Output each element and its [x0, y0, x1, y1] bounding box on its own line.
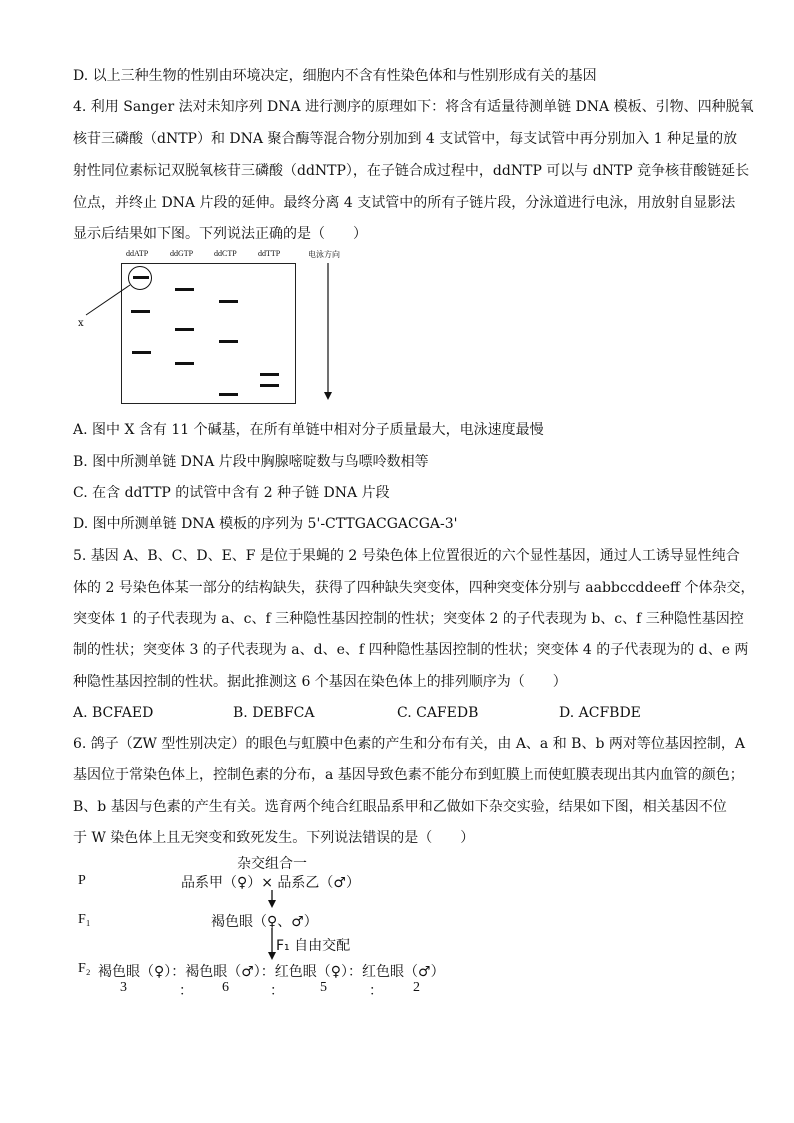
q4-stem-line-5: 显示后结果如下图。下列说法正确的是（ ）: [73, 226, 367, 242]
lane-label-ddttp: ddTTP: [258, 249, 281, 258]
q5-option-d: D. ACFBDE: [559, 705, 641, 721]
f2-phenotypes: 褐色眼（♀）：褐色眼（♂）：红色眼（♀）：红色眼（♂）: [98, 964, 445, 980]
x-label: x: [78, 318, 84, 329]
direction-label: 电泳方向: [308, 250, 340, 259]
q5-stem-line-3: 突变体 1 的子代表现为 a、c、f 三种隐性基因控制的性状；突变体 2 的子代表现为 b、c、f 三种隐性基因控: [73, 611, 744, 627]
f2-ratio-separator: ：: [270, 983, 284, 999]
q5-stem-line-5: 种隐性基因控制的性状。据此推测这 6 个基因在染色体上的排列顺序为（ ）: [73, 674, 567, 690]
q4-option-c: C. 在含 ddTTP 的试管中含有 2 种子链 DNA 片段: [73, 485, 390, 501]
q3-option-d: D. 以上三种生物的性别由环境决定，细胞内不含有性染色体和与性别形成有关的基因: [73, 68, 597, 84]
cross-title: 杂交组合一: [237, 856, 307, 872]
q4-stem-line-1: 4. 利用 Sanger 法对未知序列 DNA 进行测序的原理如下：将含有适量待测单链 DNA 模板、引物、四种脱氧: [73, 99, 754, 115]
q5-option-c: C. CAFEDB: [397, 705, 479, 721]
f2-ratio-value: 5: [320, 980, 327, 995]
q4-stem-line-2: 核苷三磷酸（dNTP）和 DNA 聚合酶等混合物分别加到 4 支试管中，每支试管中再分别加入 1 种足量的放: [73, 131, 738, 147]
q4-option-a: A. 图中 X 含有 11 个碱基，在所有单链中相对分子质量最大，电泳速度最慢: [73, 422, 544, 438]
q4-option-b: B. 图中所测单链 DNA 片段中胸腺嘧啶数与鸟嘌呤数相等: [73, 454, 429, 470]
f2-ratio-separator: ：: [179, 983, 193, 999]
f2-ratio-value: 6: [222, 980, 229, 995]
q5-stem-line-4: 制的性状；突变体 3 的子代表现为 a、d、e、f 四种隐性基因控制的性状；突变体 4 的子代表现为的 d、e 两: [73, 642, 749, 658]
q6-stem-line-2: 基因位于常染色体上，控制色素的分布，a 基因导致色素不能分布到虹膜上而使虹膜表现出其内血管的颜色；: [73, 767, 744, 783]
lane-label-ddgtp: ddGTP: [170, 249, 194, 258]
q6-stem-line-3: B、b 基因与色素的产生有关。选育两个纯合红眼品系甲和乙做如下杂交实验，结果如下图，相关基因不位: [73, 799, 727, 815]
p-to-f1-arrow-head: [268, 900, 276, 908]
f2-ratio-separator: ：: [369, 983, 383, 999]
p-label: P: [78, 873, 86, 888]
f2-ratio-value: 3: [120, 980, 127, 995]
f1-to-f2-arrow-head: [268, 952, 276, 960]
q4-option-d: D. 图中所测单链 DNA 模板的序列为 5'-CTTGACGACGA-3': [73, 516, 458, 532]
f1-self-cross: F₁ 自由交配: [276, 938, 351, 954]
q5-option-a: A. BCFAED: [73, 705, 154, 721]
q5-stem-line-1: 5. 基因 A、B、C、D、E、F 是位于果蝇的 2 号染色体上位置很近的六个显性基因，通过人工诱导显性纯合: [73, 548, 740, 564]
f1-phenotype: 褐色眼（♀、♂）: [211, 914, 318, 930]
lane-label-ddatp: ddATP: [126, 249, 149, 258]
lane-label-ddctp: ddCTP: [214, 249, 237, 258]
q4-stem-line-3: 射性同位素标记双脱氧核苷三磷酸（ddNTP），在子链合成过程中，ddNTP 可以与 dNTP 竞争核苷酸链延长: [73, 163, 750, 179]
q4-stem-line-4: 位点，并终止 DNA 片段的延伸。最终分离 4 支试管中的所有子链片段，分泳道进行电泳，用放射自显影法: [73, 195, 736, 211]
q6-stem-line-1: 6. 鸽子（ZW 型性别决定）的眼色与虹膜中色素的产生和分布有关，由 A、a 和 B、b 两对等位基因控制，A: [73, 736, 745, 752]
q5-stem-line-2: 体的 2 号染色体某一部分的结构缺失，获得了四种缺失突变体，四种突变体分别与 aabbccddeeff 个体杂交，: [73, 580, 755, 596]
q6-stem-line-4: 于 W 染色体上且无突变和致死发生。下列说法错误的是（ ）: [73, 830, 475, 846]
f2-label: F₂: [78, 961, 91, 976]
f1-label: F₁: [78, 912, 91, 927]
f2-ratio-value: 2: [413, 980, 420, 995]
q5-option-b: B. DEBFCA: [233, 705, 315, 721]
p-cross-text: 品系甲（♀）× 品系乙（♂）: [181, 875, 360, 891]
